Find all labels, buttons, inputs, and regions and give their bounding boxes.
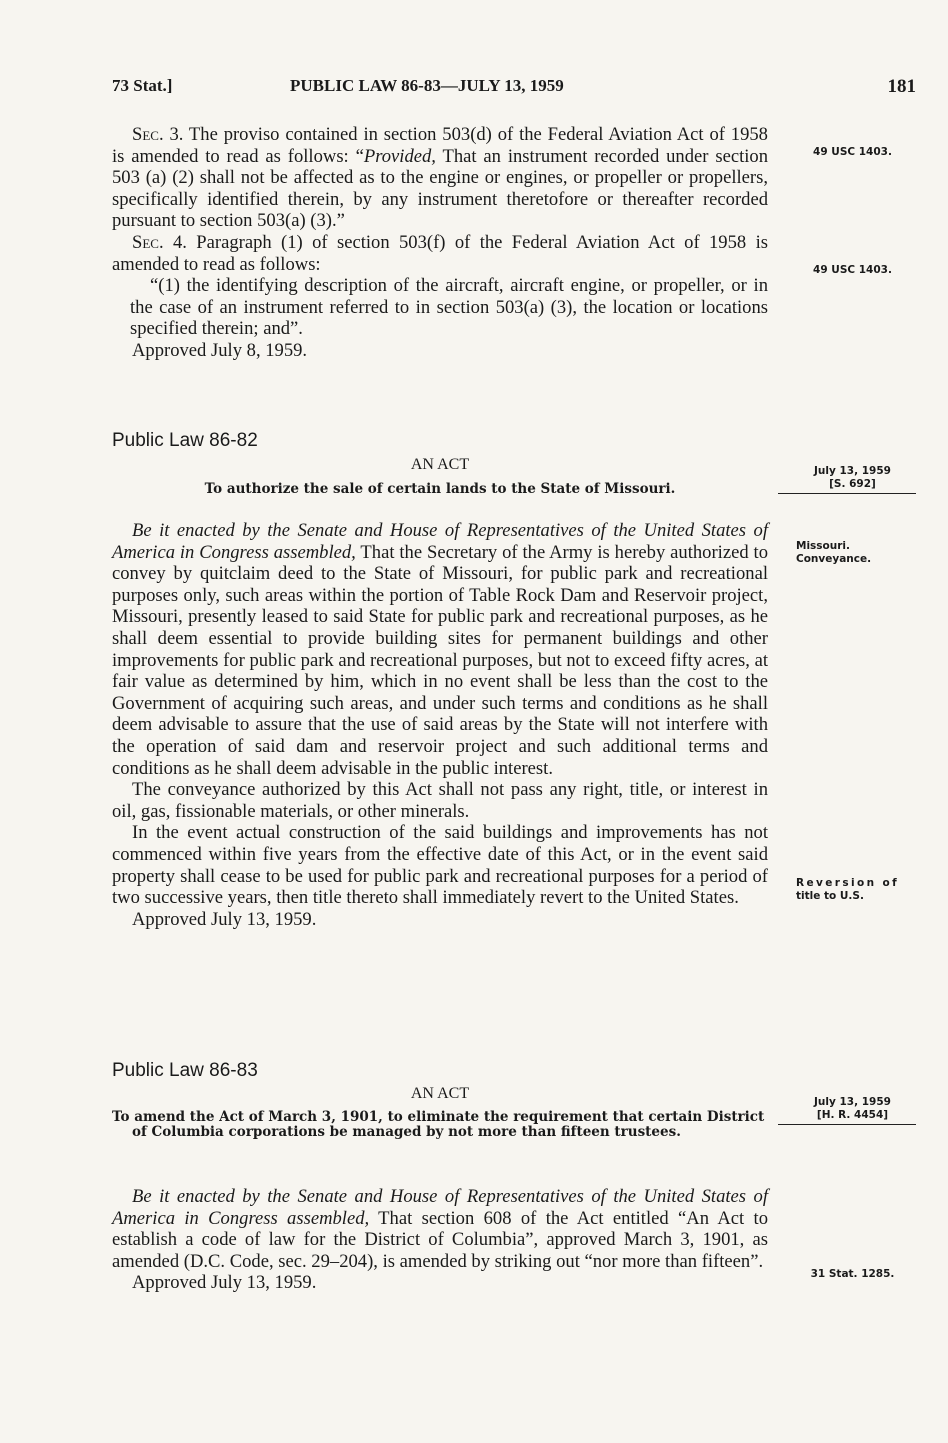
page-number: 181 xyxy=(887,76,916,97)
law-82-para-1-text: That the Secretary of the Army is hereby authorized to convey by quitclaim deed to the State of Missouri, for public park and recreational purposes only, such areas within the portion of Table Rock Dam and Reservoir project, Missouri, presently leased to said State for public park and recreational purposes, as he shall deem essential to provide building sites for permanent buildings and other improvements for public park and recreational purposes, but not to exceed fifty acres, at fair value as determined by him, which in no event shall be less than the cost to the Government of acquiring such areas, and under such terms and conditions as he shall deem advisable to assure that the use of said areas by the State will not interfere with the operation of said dam and reservoir project and such additional terms and conditions as he shall deem advisable in the public interest. xyxy=(112,541,768,779)
margin-note-stat: 31 Stat. 1285. xyxy=(810,1268,895,1280)
section-4-label: Sec. 4. xyxy=(132,231,187,253)
section-3-text-cont: That an instrument recorded under section 503 (a) (2) shall not be affected as to the engine or engines, or propeller or propellers, specifically identified therein, by any instrument theretofore or thereafter recorded pursuant to section 503(a) (3).” xyxy=(112,145,768,232)
section-4 xyxy=(112,232,768,275)
margin-note-usc-2: 49 USC 1403. xyxy=(813,264,892,276)
margin-note-usc-1: 49 USC 1403. xyxy=(813,146,892,158)
law-82-enacting-clause: Be it enacted by the Senate and House of Representatives of the United States of America in Congress assembled, xyxy=(112,520,768,563)
proviso-italic: Provided, xyxy=(363,145,436,167)
margin-note-missouri xyxy=(796,540,921,566)
law-83-enacting-clause: Be it enacted by the Senate and House of Representatives of the United States of America in Congress assembled, xyxy=(112,1186,768,1229)
law-82-title: Public Law 86-82 xyxy=(112,430,258,451)
section-3-text: The proviso contained in section 503(d) of the Federal Aviation Act of 1958 is amended to read as follows: “ xyxy=(112,124,768,167)
running-header xyxy=(112,76,916,100)
margin-missouri-1: Missouri. xyxy=(796,540,851,552)
law-82-bill: [S. 692] xyxy=(829,478,876,490)
law-82-act-heading: AN ACT xyxy=(410,456,470,473)
law-83-date: July 13, 1959 xyxy=(814,1096,891,1108)
margin-missouri-2: Conveyance. xyxy=(796,553,872,565)
section-4-text: Paragraph (1) of section 503(f) of the Federal Aviation Act of 1958 is amended to read as follows: xyxy=(112,231,768,275)
header-title: PUBLIC LAW 86-83—JULY 13, 1959 xyxy=(290,76,564,95)
law-83-bill: [H. R. 4454] xyxy=(816,1109,889,1121)
law-83-body xyxy=(112,1186,768,1294)
law-83-title: Public Law 86-83 xyxy=(112,1060,258,1081)
margin-reversion-1: Reversion of xyxy=(796,877,900,889)
section-3-label: Sec. 3. xyxy=(132,124,184,145)
sections-3-4 xyxy=(112,124,768,362)
law-82-para-2: The conveyance authorized by this Act shall not pass any right, title, or interest in oil, gas, fissionable materials, or other minerals. xyxy=(112,779,768,822)
approved-date-1: Approved July 8, 1959. xyxy=(132,339,308,361)
approved-date-3: Approved July 13, 1959. xyxy=(132,1272,317,1294)
section-3 xyxy=(112,124,768,232)
margin-note-reversion xyxy=(796,877,921,903)
law-82-body xyxy=(112,520,768,930)
margin-reversion-2: title to U.S. xyxy=(796,890,864,902)
approved-date-2: Approved July 13, 1959. xyxy=(132,908,317,930)
law-83-purpose: To amend the Act of March 3, 1901, to eliminate the requirement that certain District of Columbia corporations be managed by not more than fifteen trustees. xyxy=(112,1109,765,1140)
law-83-act-heading: AN ACT xyxy=(410,1085,470,1102)
law-83-para-1-text: That section 608 of the Act entitled “An Act to establish a code of law for the District of Columbia”, approved March 3, 1901, as amended (D.C. Code, sec. 29–204), is amended by striking out “nor more than fifteen”. xyxy=(112,1207,768,1272)
law-82-date: July 13, 1959 xyxy=(814,465,891,477)
law-82-para-3: In the event actual construction of the said buildings and improvements has not commenced within five years from the effective date of this Act, or in the event said property shall cease to be used for public park and recreational purposes for a period of two successive years, then title thereto shall immediately revert to the United States. xyxy=(112,822,768,909)
law-83-margin-rule xyxy=(778,1124,916,1125)
law-83-para-1 xyxy=(112,1186,768,1272)
volume-citation: 73 Stat.] xyxy=(112,76,173,95)
section-4-quote: “(1) the identifying description of the aircraft, aircraft engine, or propeller, or in the case of an instrument referred to in section 503(a) (3), the location or locations specified therein; and”. xyxy=(130,275,768,340)
law-82-margin-rule xyxy=(778,493,916,494)
law-82-purpose: To authorize the sale of certain lands to the State of Missouri. xyxy=(204,481,676,497)
law-82-para-1 xyxy=(112,520,768,779)
